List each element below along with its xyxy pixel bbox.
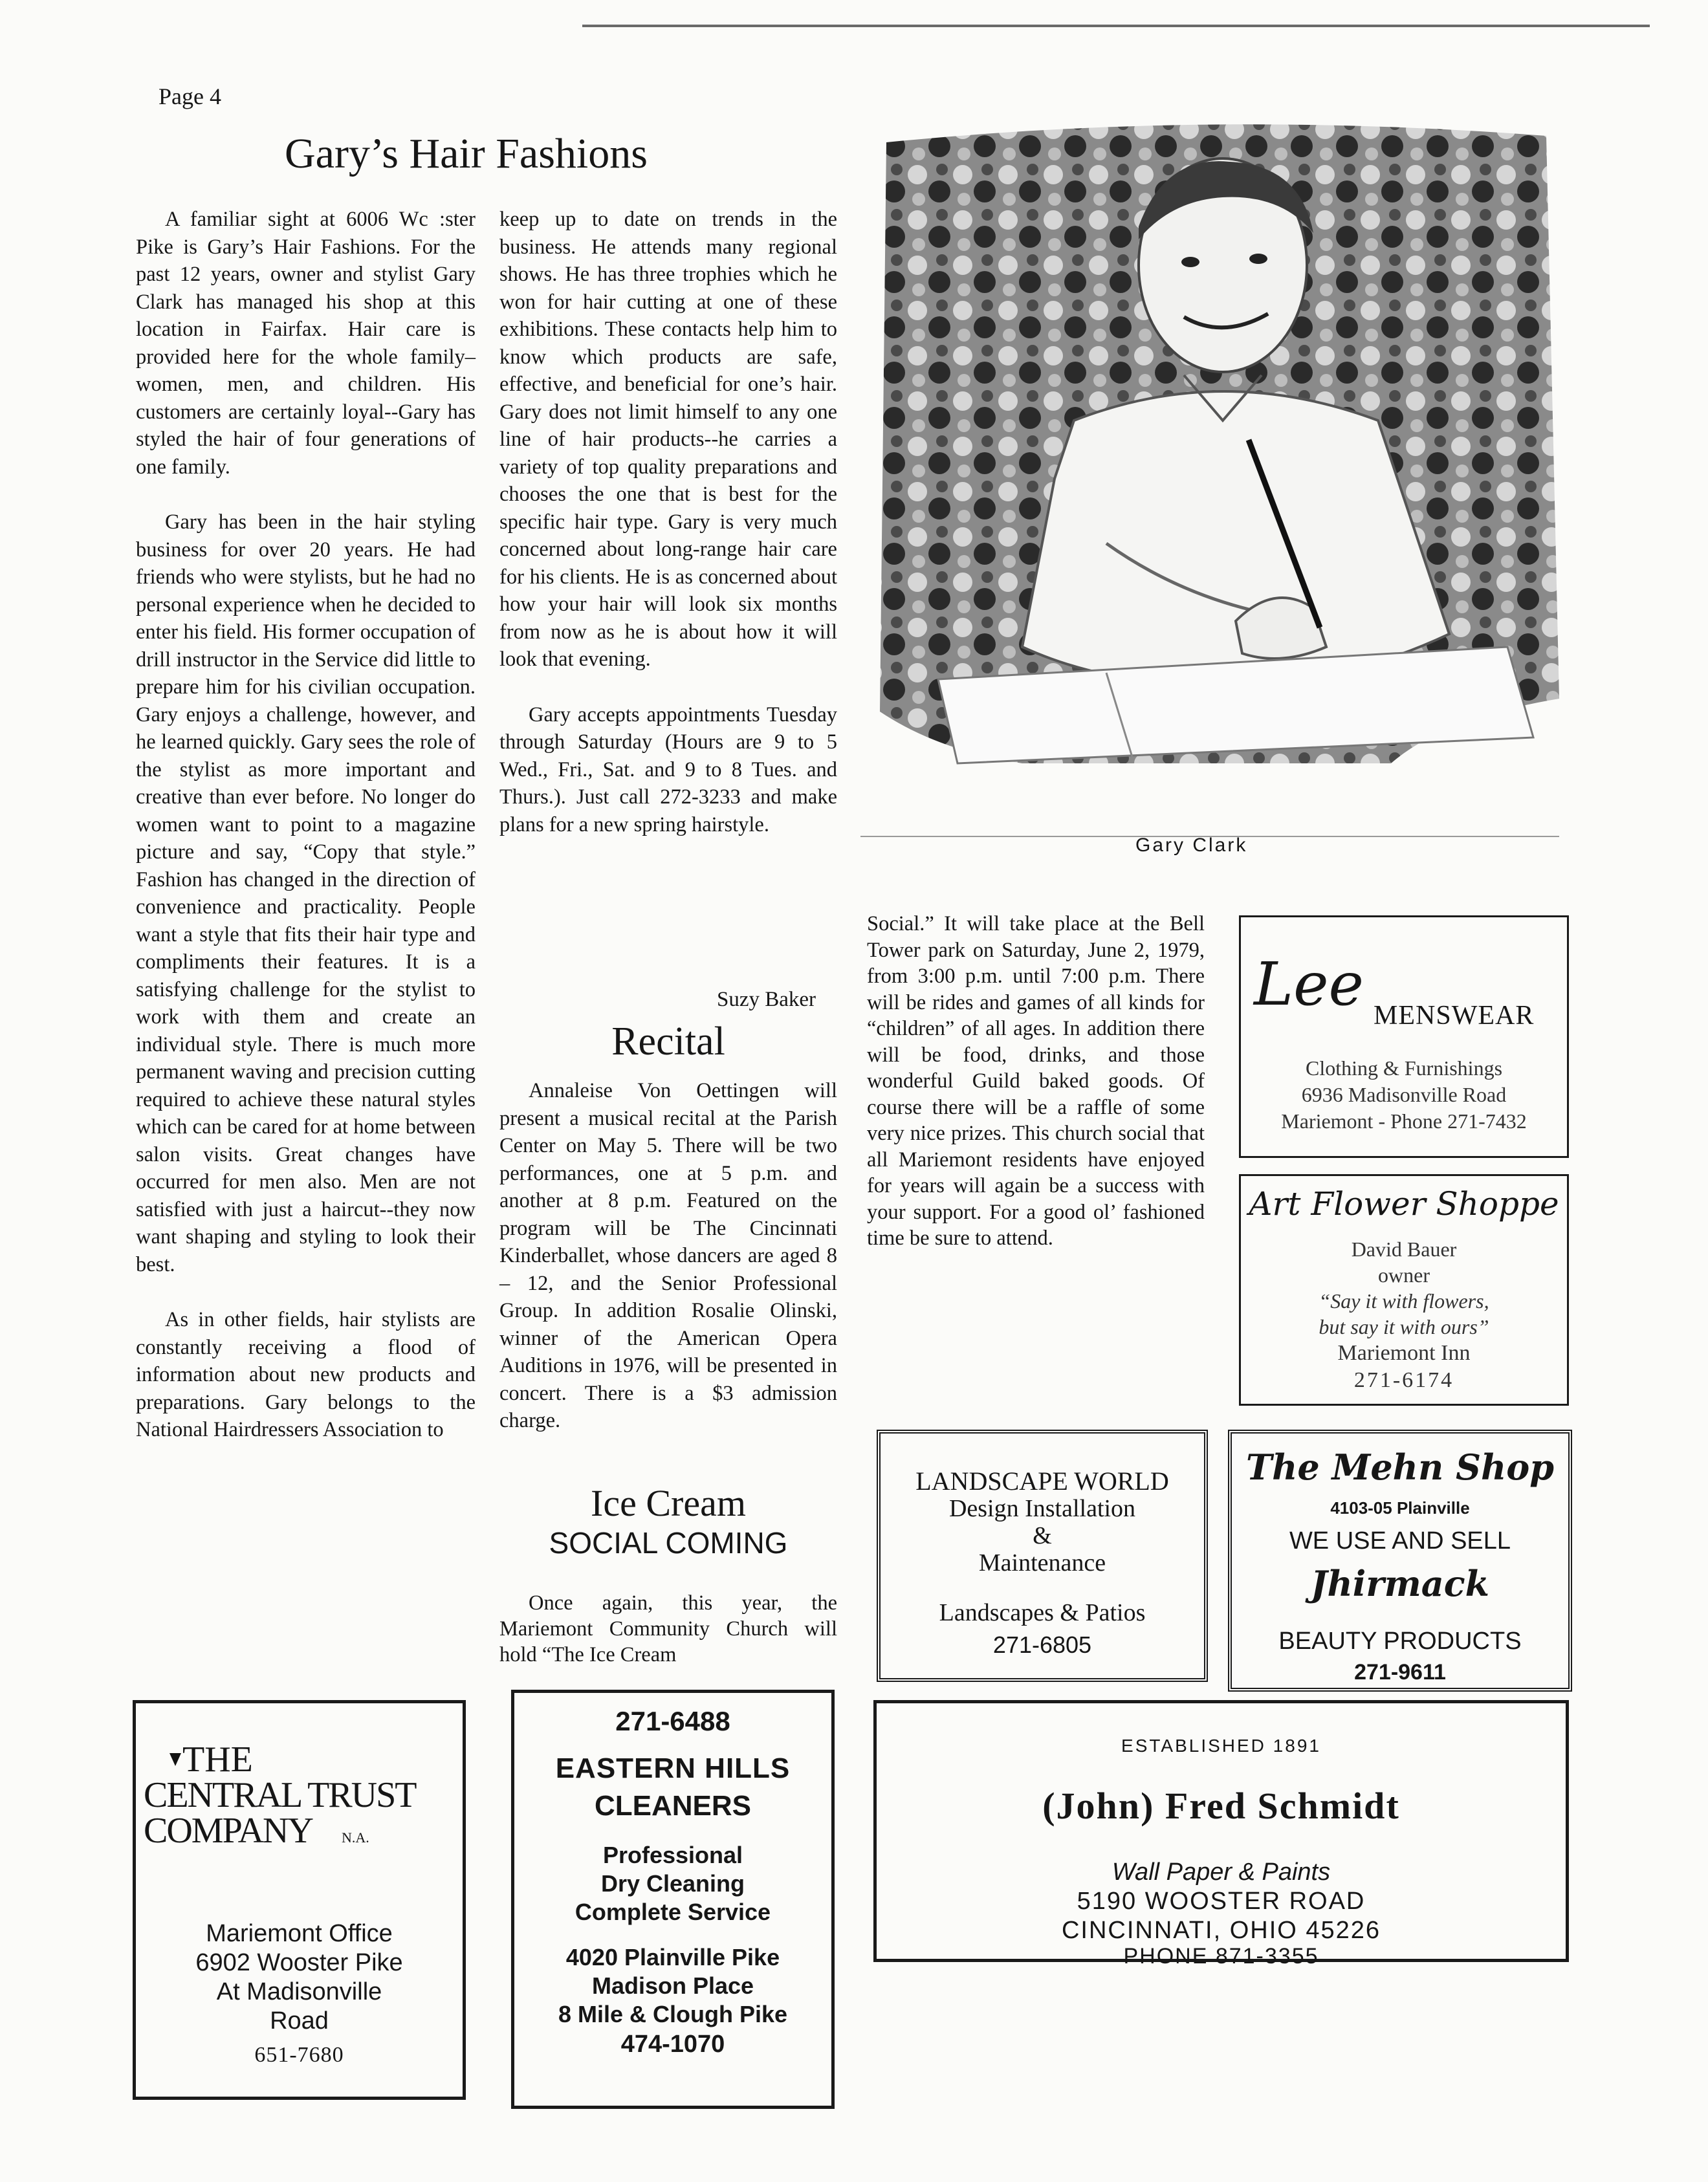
ice-cream-body-continued bbox=[867, 911, 1205, 1252]
flower-line-2: owner bbox=[1378, 1263, 1430, 1287]
cleaners-service-2: Dry Cleaning bbox=[600, 1870, 745, 1897]
ice-cream-title: Ice Cream bbox=[591, 1482, 746, 1524]
trust-line-3: COMPANY bbox=[144, 1811, 312, 1851]
cleaners-address-1: 4020 Plainville Pike bbox=[565, 1944, 780, 1970]
article-column-2 bbox=[499, 206, 837, 838]
article-byline: Suzy Baker bbox=[717, 988, 816, 1011]
lee-title: MENSWEAR bbox=[1374, 1001, 1535, 1031]
flower-line-6: 271-6174 bbox=[1353, 1368, 1454, 1392]
lee-line-1: Clothing & Furnishings bbox=[1305, 1056, 1503, 1080]
flower-line-4: but say it with ours” bbox=[1319, 1315, 1489, 1338]
schmidt-line-3: CINCINNATI, OHIO 45226 bbox=[1061, 1917, 1381, 1944]
trust-address-1: 6902 Wooster Pike bbox=[195, 1949, 403, 1976]
ad-eastern-hills-cleaners bbox=[511, 1690, 835, 2109]
flower-line-1: David Bauer bbox=[1351, 1238, 1457, 1261]
schmidt-line-2: 5190 WOOSTER ROAD bbox=[1077, 1888, 1366, 1915]
ad-mehn-shop bbox=[1228, 1430, 1572, 1692]
flower-title: Art Flower Shoppe bbox=[1249, 1185, 1559, 1223]
landscape-title: LANDSCAPE WORLD bbox=[915, 1467, 1169, 1496]
landscape-line-2: & bbox=[1033, 1522, 1052, 1549]
page-number: Page 4 bbox=[159, 83, 221, 109]
ice-cream-paragraph: Social.” It will take place at the Bell Tower park on Saturday, June 2, 1979, from 3:00 p.m. until 7:00 p.m. There will be rides and games of all kinds for “children” of all ages. In addition there will be food, drinks, and those wonderful Guild baked goods. Of course there will be a raffle of some very nice prizes. This church social that all Mariemont residents have enjoyed for years will again be a success with your support. For a good ol’ fashioned time be sure to attend. bbox=[867, 912, 1205, 1250]
article-paragraph: A familiar sight at 6006 Wc :ster Pike is Gary’s Hair Fashions. For the past 12 years, owner and stylist Gary Clark has managed his shop at this location in Fairfax. Hair care is provided here for the whole family–women, men, and children. His customers are certainly loyal--Gary has styled the hair of four generations of one family. bbox=[136, 208, 476, 479]
schmidt-line-4: PHONE 871-3355 bbox=[1123, 1944, 1319, 1969]
trust-suffix: N.A. bbox=[342, 1829, 369, 1846]
cleaners-address-2: Madison Place bbox=[591, 1972, 754, 1999]
trust-phone: 651-7680 bbox=[254, 2043, 344, 2067]
recital-body bbox=[499, 1077, 837, 1435]
article-column-1 bbox=[136, 206, 476, 1444]
article-paragraph: As in other fields, hair stylists are constantly receiving a flood of information about new products and preparations. Gary belongs to the National Hairdressers Association to bbox=[136, 1308, 476, 1441]
schmidt-established: ESTABLISHED 1891 bbox=[1121, 1736, 1321, 1756]
landscape-phone: 271-6805 bbox=[992, 1631, 1092, 1658]
lee-line-2: 6936 Madisonville Road bbox=[1301, 1083, 1507, 1106]
article-title: Gary’s Hair Fashions bbox=[285, 130, 648, 177]
cleaners-service-3: Complete Service bbox=[575, 1899, 771, 1925]
flower-line-3: “Say it with flowers, bbox=[1319, 1289, 1489, 1313]
recital-paragraph: Annaleise Von Oettingen will present a musical recital at the Parish Center on May 5. There will be two performances, one at 5 p.m. and another at 8 p.m. Featured on the program will be The Cincinnati Kinderballet, whose dancers are aged 8 – 12, and the Senior Professional Group. In addition Rosalie Olinski, winner of the American Opera Auditions in 1976, will be presented in concert. There is a $3 admission charge. bbox=[499, 1079, 837, 1432]
cleaners-phone: 271-6488 bbox=[615, 1706, 730, 1736]
ad-art-flower-shoppe bbox=[1239, 1174, 1569, 1406]
flower-line-5: Mariemont Inn bbox=[1337, 1341, 1471, 1365]
lee-line-3: Mariemont - Phone 271-7432 bbox=[1281, 1109, 1527, 1133]
jhirmack-logo: Jhirmack bbox=[1310, 1563, 1490, 1604]
schmidt-name: (John) Fred Schmidt bbox=[1042, 1785, 1400, 1827]
ice-cream-paragraph: Once again, this year, the Mariemont Community Church will hold “The Ice Cream bbox=[499, 1591, 837, 1666]
article-paragraph: Gary accepts appointments Tuesday through Saturday (Hours are 9 to 5 Wed., Fri., Sat. and 9 to 8 Tues. and Thurs.). Just call 272-3233 and make plans for a new spring hairstyle. bbox=[499, 703, 837, 836]
ice-cream-body-start bbox=[499, 1590, 837, 1668]
trust-address-2: At Madisonville bbox=[216, 1978, 382, 2005]
cleaners-address-3: 8 Mile & Clough Pike bbox=[558, 2001, 788, 2027]
article-paragraph: keep up to date on trends in the business. He attends many regional shows. He has three trophies which he won for hair cutting at one of these exhibitions. These contacts help him to know which products are safe, effective, and beneficial for one’s hair. Gary does not limit himself to any one line of hair products--he carries a variety of top quality preparations and chooses the one that is best for the specific hair type. Gary is very much concerned about long-range hair care for his clients. He is as concerned about how your hair will look six months from now as he is about how it will look that evening. bbox=[499, 208, 837, 671]
lee-logo: Lee bbox=[1254, 950, 1364, 1019]
landscape-line-3: Maintenance bbox=[978, 1549, 1106, 1576]
mehn-line-1: WE USE AND SELL bbox=[1289, 1527, 1511, 1555]
trust-address-3: Road bbox=[270, 2007, 329, 2035]
ad-landscape-world bbox=[877, 1430, 1208, 1682]
mehn-line-2: BEAUTY PRODUCTS bbox=[1278, 1628, 1522, 1655]
landscape-line-4: Landscapes & Patios bbox=[939, 1599, 1146, 1626]
top-rule bbox=[582, 25, 1650, 27]
photo-caption: Gary Clark bbox=[1135, 835, 1248, 856]
mehn-phone: 271-9611 bbox=[1354, 1660, 1446, 1685]
ad-central-trust bbox=[133, 1700, 466, 2100]
gary-clark-photo bbox=[860, 116, 1559, 831]
landscape-line-1: Design Installation bbox=[948, 1495, 1136, 1522]
ad-lee-menswear bbox=[1239, 915, 1569, 1158]
schmidt-line-1: Wall Paper & Paints bbox=[1111, 1859, 1331, 1886]
trust-office: Mariemont Office bbox=[206, 1920, 393, 1947]
mehn-address: 4103-05 Plainville bbox=[1330, 1498, 1470, 1518]
trust-line-1: THE bbox=[182, 1740, 253, 1780]
ad-fred-schmidt bbox=[873, 1700, 1569, 1969]
portrait-illustration bbox=[860, 116, 1559, 831]
ice-cream-subtitle: SOCIAL COMING bbox=[549, 1526, 788, 1560]
cleaners-phone-2: 474-1070 bbox=[620, 2031, 725, 2058]
trust-line-2: CENTRAL TRUST bbox=[144, 1775, 416, 1815]
cleaners-service-1: Professional bbox=[602, 1842, 743, 1868]
article-paragraph: Gary has been in the hair styling business for over 20 years. He had friends who were stylists, but he had no personal experience when he decided to enter his field. His former occupation of drill instructor in the Service did little to prepare him for his civilian occupation. Gary enjoys a challenge, however, and he learned quickly. Gary sees the role of the stylist as more important and creative than ever before. No longer do women want to point to a magazine picture and say, “Copy that style.” Fashion has changed in the direction of convenience and practicality. People want a style that fits their hair type and compliments their features. It is a satisfying challenge for the stylist to work with them and create an individual style. There is much more permanent waving and precision cutting required to achieve these natural styles which can be cared for at home between salon visits. Great changes have occurred for men also. Men are not satisfied with just a haircut--they now want shaping and styling to look their best. bbox=[136, 510, 476, 1276]
trust-logo-triangle bbox=[170, 1753, 181, 1766]
cleaners-name-2: CLEANERS bbox=[594, 1790, 752, 1822]
recital-title: Recital bbox=[611, 1020, 725, 1064]
mehn-title: The Mehn Shop bbox=[1245, 1446, 1555, 1488]
cleaners-name-1: EASTERN HILLS bbox=[555, 1752, 791, 1784]
